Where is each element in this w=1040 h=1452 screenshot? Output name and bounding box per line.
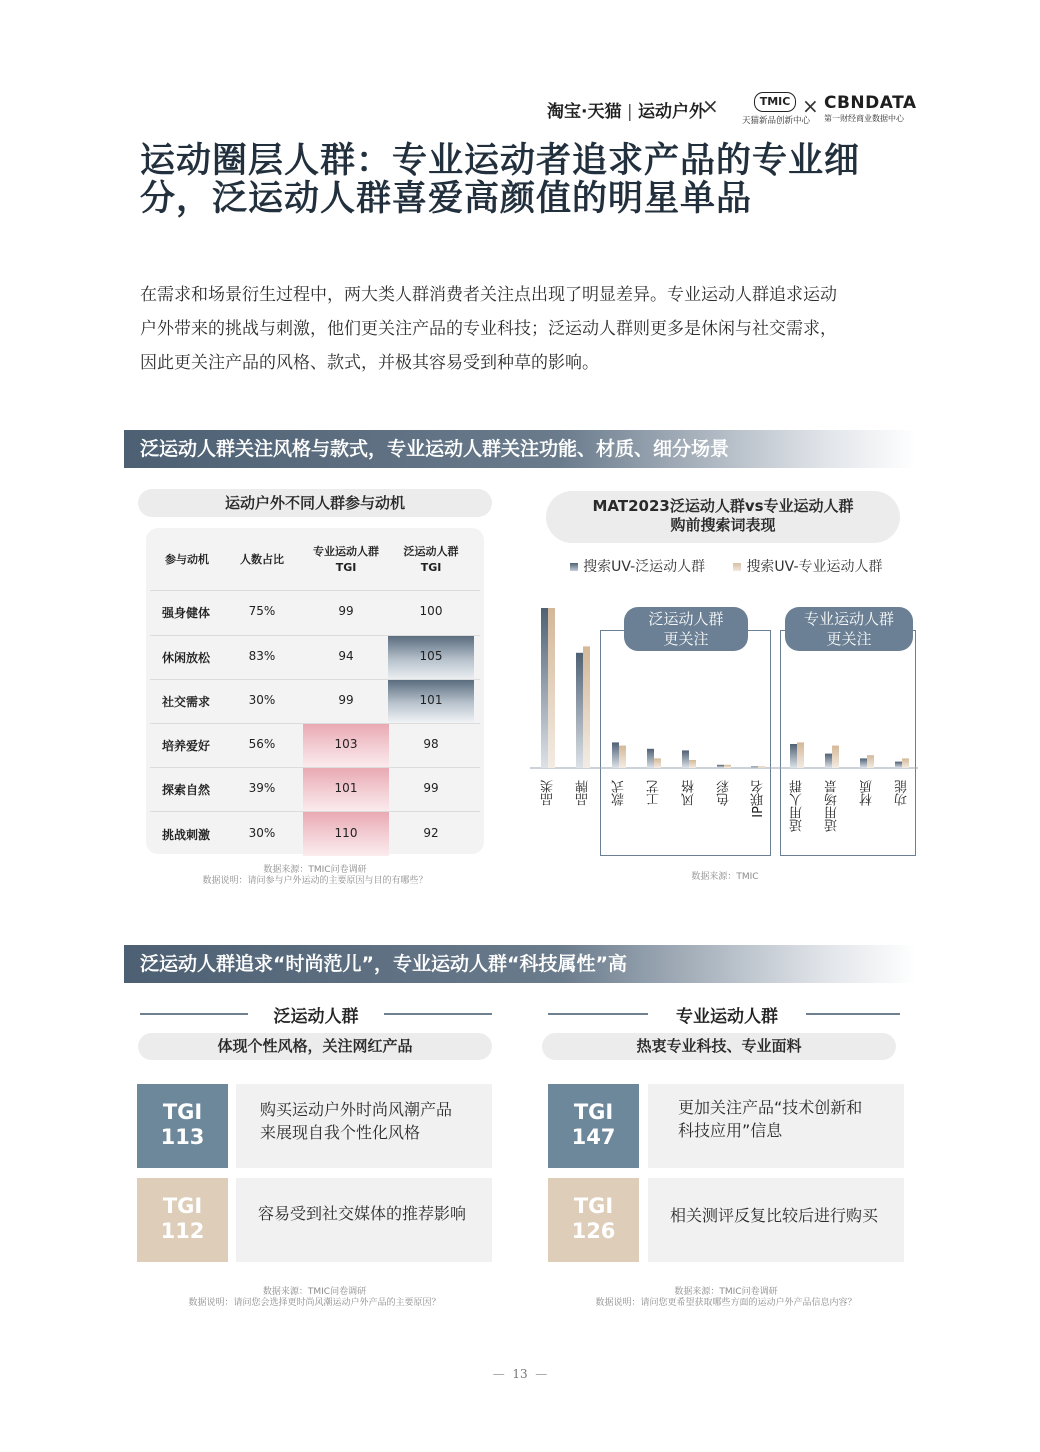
table-cell-label: 挑战刺激	[162, 828, 211, 842]
bar-pro-3	[654, 758, 661, 768]
row-divider	[150, 811, 480, 812]
left-note-text: 数据说明：请问您会选择更时尚风潮运动户外产品的主要原因？	[188, 1298, 441, 1308]
cbndata-subtitle: 第一财经商业数据中心	[824, 114, 904, 123]
table-cell-share: 83%	[248, 649, 276, 663]
title-line-1: 运动圈层人群：专业运动者追求产品的专业细	[140, 141, 861, 181]
table-cell-pro-tgi: 99	[338, 604, 354, 618]
page-number: — 13 —	[492, 1367, 548, 1381]
right-tgi-2	[548, 1178, 639, 1262]
table-header-share: 人数占比	[240, 553, 284, 566]
x-tick-label: 品牌	[576, 780, 591, 806]
intro-line-1: 在需求和场景衍生过程中，两大类人群消费者关注点出现了明显差异。专业运动人群追求运动	[140, 285, 837, 305]
left-panel-heading: 泛运动人群	[248, 1002, 384, 1027]
table-cell-pan-tgi: 98	[423, 737, 439, 751]
title-line-2: 分，泛运动人群喜爱高颜值的明星单品	[140, 179, 753, 219]
row-divider	[150, 723, 480, 724]
x-tick-label: 色彩	[717, 780, 732, 806]
right-panel-pill: 热衷专业科技、专业面料	[542, 1033, 896, 1060]
left-tgi-2	[137, 1178, 228, 1262]
bar-pro-7	[797, 742, 804, 768]
row-divider	[150, 590, 480, 591]
bar-pro-5	[724, 765, 731, 768]
bar-pan-0	[541, 608, 548, 768]
right-source-text: 数据来源：TMIC问卷调研	[674, 1287, 778, 1297]
table-header-tgi: TGI	[420, 561, 442, 574]
bar-pro-2	[619, 746, 626, 768]
table-cell-pan-tgi: 92	[423, 826, 439, 840]
bar-pan-9	[860, 758, 867, 768]
left-card-1-line-1: 购买运动户外时尚风潮产品	[260, 1100, 453, 1119]
right-tgi-1	[548, 1084, 639, 1168]
chart-source: 数据来源：TMIC	[691, 872, 759, 882]
group-tag-pan-line-2: 更关注	[663, 630, 709, 648]
chart-legend	[570, 556, 910, 576]
group-tag-pro-line-2: 更关注	[826, 630, 872, 648]
table-cell-pro-tgi: 94	[338, 649, 354, 663]
left-source-text: 数据来源：TMIC问卷调研	[262, 1287, 367, 1297]
search-bar-chart	[520, 596, 920, 776]
right-tgi-2-value: 126	[571, 1219, 616, 1243]
table-cell-pan-tgi: 99	[423, 781, 439, 795]
x-tick-label: 适用场景	[825, 780, 840, 832]
table-header-pan-tgi	[388, 544, 474, 576]
right-card-2	[648, 1178, 904, 1262]
left-tgi-1-value: 113	[160, 1125, 205, 1149]
bar-pan-3	[647, 749, 654, 768]
x-tick-label: 品类	[541, 780, 556, 806]
bar-pan-10	[895, 762, 902, 768]
table-cell-pro-tgi: 101	[334, 781, 358, 795]
bar-pan-4	[682, 750, 689, 768]
right-panel-heading: 专业运动人群	[648, 1002, 806, 1027]
table-cell-pro-tgi: 103	[334, 737, 358, 751]
table-cell-pro-tgi: 110	[334, 826, 358, 840]
chart-title-line-1: MAT2023泛运动人群vs专业运动人群	[592, 497, 854, 515]
bar-pro-1	[583, 646, 590, 768]
page-number-text: 13	[512, 1367, 528, 1381]
chart-title-line-2: 购前搜索词表现	[670, 516, 776, 534]
x-tick-label: 风格	[682, 780, 697, 806]
table-cell-share: 75%	[248, 604, 276, 618]
logo-sports-text: 运动户外	[638, 102, 707, 122]
bar-pan-6	[751, 766, 758, 768]
legend-swatch-pro	[733, 563, 741, 571]
right-card-1	[648, 1084, 904, 1168]
table-note-text: 数据说明：请问参与户外运动的主要原因与目的有哪些？	[202, 876, 428, 886]
group-tag-pan-line-1: 泛运动人群	[648, 610, 724, 628]
bar-pan-2	[612, 742, 619, 768]
table-cell-label: 强身健体	[162, 606, 211, 620]
left-tgi-2-value: 112	[160, 1219, 205, 1243]
left-card-2	[236, 1178, 492, 1262]
bar-pan-5	[717, 765, 724, 768]
x-tick-label: IP联名	[751, 780, 766, 818]
bar-pro-4	[689, 760, 696, 768]
group-tag-pro-line-1: 专业运动人群	[803, 610, 894, 628]
table-cell-label: 休闲放松	[162, 651, 211, 665]
table-source	[146, 865, 484, 887]
table-header-pro-tgi	[303, 544, 389, 576]
right-card-1-line-1: 更加关注产品“技术创新和	[678, 1098, 863, 1117]
left-card-1-line-2: 来展现自我个性化风格	[260, 1123, 421, 1142]
bar-pan-7	[790, 744, 797, 768]
left-source	[137, 1287, 492, 1309]
page-title	[140, 142, 960, 218]
bar-pro-0	[548, 608, 555, 768]
legend-label-pan: 搜索UV-泛运动人群	[583, 559, 706, 575]
row-divider	[150, 767, 480, 768]
table-cell-share: 30%	[248, 826, 276, 840]
row-divider	[150, 635, 480, 636]
tmic-badge: TMIC	[754, 92, 796, 112]
table-cell-share: 39%	[248, 781, 276, 795]
table-cell-label: 培养爱好	[162, 739, 211, 753]
table-source-text: 数据来源：TMIC问卷调研	[263, 865, 367, 875]
times-sign: ×	[702, 94, 719, 118]
bar-pro-6	[758, 766, 765, 768]
x-tick-label: 款式	[612, 780, 627, 806]
right-note-text: 数据说明：请问您更希望获取哪些方面的运动户外产品信息内容？	[595, 1298, 857, 1308]
logo-taobao-text: 淘宝·天猫	[547, 102, 622, 122]
table-header-tgi: TGI	[335, 561, 357, 574]
legend-label-pro: 搜索UV-专业运动人群	[746, 559, 883, 575]
times-sign-2: ×	[802, 94, 819, 118]
taobao-tmall-logo: 淘宝·天猫 | 运动户外	[547, 102, 707, 122]
bar-pro-10	[902, 758, 909, 768]
bar-pro-9	[867, 755, 874, 768]
table-header-motivation: 参与动机	[165, 553, 209, 566]
left-card-1	[236, 1084, 492, 1168]
left-card-2-line-1: 容易受到社交媒体的推荐影响	[258, 1204, 467, 1223]
section-header-1: 泛运动人群关注风格与款式，专业运动人群关注功能、材质、细分场景	[124, 430, 916, 468]
x-tick-label: 适用人群	[790, 780, 805, 832]
right-card-2-line-1: 相关测评反复比较后进行购买	[670, 1206, 879, 1225]
intro-paragraph	[140, 278, 920, 380]
section-header-2: 泛运动人群追求“时尚范儿”，专业运动人群“科技属性”高	[124, 945, 916, 983]
bar-pro-8	[832, 746, 839, 768]
x-tick-label: 工艺	[647, 780, 662, 806]
legend-swatch-pan	[570, 563, 578, 571]
table-title: 运动户外不同人群参与动机	[138, 489, 492, 517]
table-cell-label: 探索自然	[162, 783, 211, 797]
intro-line-2: 户外带来的挑战与刺激，他们更关注产品的专业科技；泛运动人群则更多是休闲与社交需求，	[140, 319, 837, 339]
intro-line-3: 因此更关注产品的风格、款式，并极其容易受到种草的影响。	[140, 353, 599, 373]
table-cell-share: 30%	[248, 693, 276, 707]
x-tick-label: 功能	[895, 780, 910, 806]
left-tgi-1	[137, 1084, 228, 1168]
left-panel-pill: 体现个性风格，关注网红产品	[138, 1033, 492, 1060]
table-cell-pan-tgi: 101	[419, 693, 443, 707]
table-cell-pan-tgi: 105	[419, 649, 443, 663]
table-cell-label: 社交需求	[162, 695, 211, 709]
right-tgi-2-label: TGI	[573, 1194, 614, 1218]
right-tgi-1-value: 147	[571, 1125, 616, 1149]
tmic-subtitle: 天猫新品创新中心	[741, 116, 810, 126]
cbndata-logo	[824, 93, 918, 124]
table-header-pan: 泛运动人群	[403, 545, 459, 558]
bar-pan-1	[576, 653, 583, 768]
chart-title	[546, 491, 900, 543]
right-card-1-line-2: 科技应用”信息	[678, 1121, 783, 1140]
row-divider	[150, 679, 480, 680]
left-tgi-1-label: TGI	[162, 1100, 203, 1124]
right-source	[548, 1287, 904, 1309]
table-cell-pan-tgi: 100	[419, 604, 443, 618]
cbndata-text: CBNDATA	[824, 93, 917, 113]
right-tgi-1-label: TGI	[573, 1100, 614, 1124]
left-tgi-2-label: TGI	[162, 1194, 203, 1218]
table-cell-pro-tgi: 99	[338, 693, 354, 707]
table-cell-share: 56%	[248, 737, 276, 751]
table-header-pro: 专业运动人群	[313, 545, 379, 558]
bar-pan-8	[825, 754, 832, 768]
x-tick-label: 材质	[860, 780, 875, 806]
